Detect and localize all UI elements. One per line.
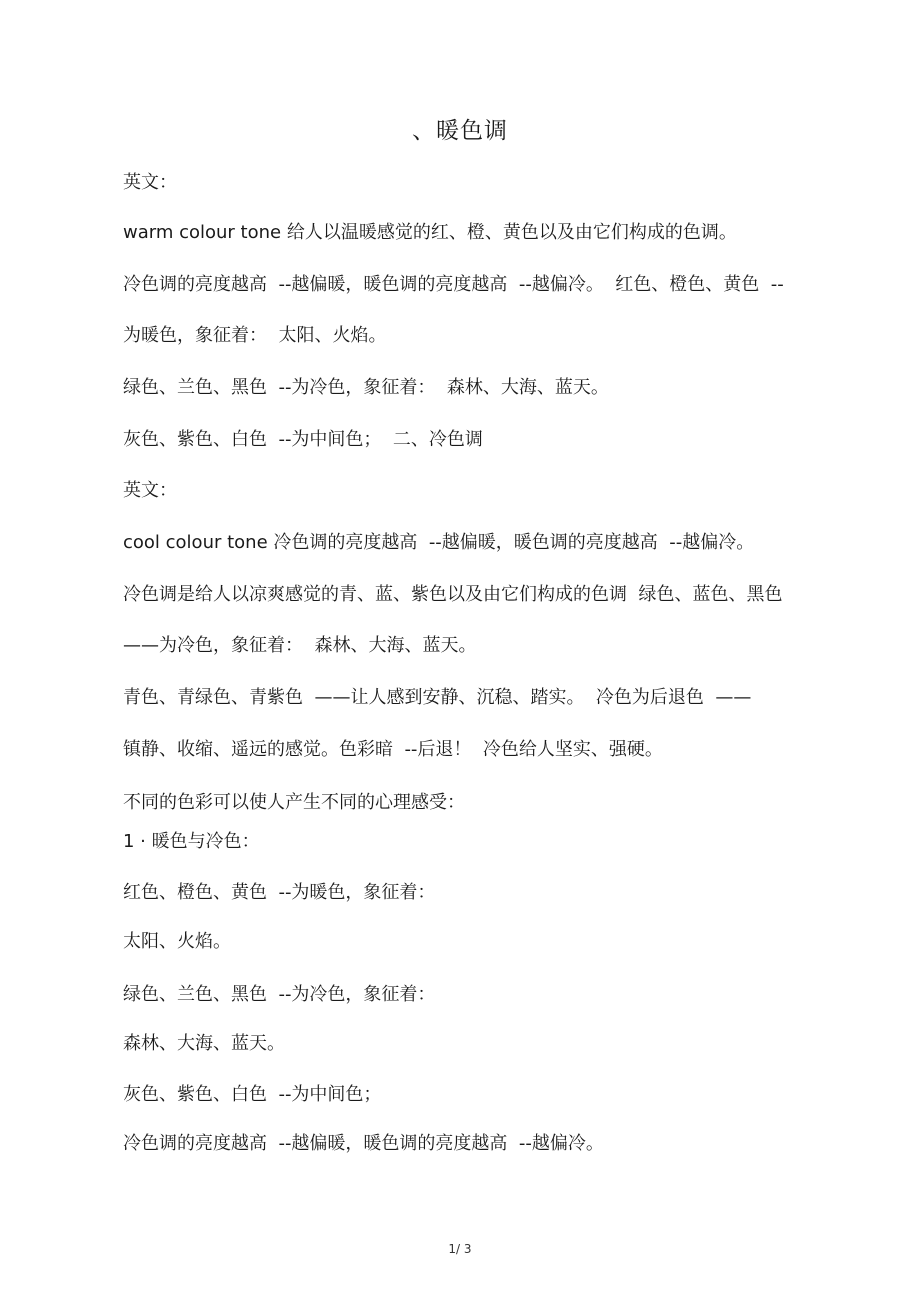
text-line: 绿色、兰色、黑色 --为冷色，象征着： 森林、大海、蓝天。 bbox=[123, 377, 609, 398]
text-line: 森林、大海、蓝天。 bbox=[123, 1033, 285, 1054]
text-line: 镇静、收缩、遥远的感觉。色彩暗 --后退！ 冷色给人坚实、强硬。 bbox=[123, 739, 663, 760]
text-line: 不同的色彩可以使人产生不同的心理感受： bbox=[123, 792, 465, 813]
text-line: 为暖色，象征着： 太阳、火焰。 bbox=[123, 325, 387, 346]
text-line: 冷色调是给人以凉爽感觉的青、蓝、紫色以及由它们构成的色调 绿色、蓝色、黑色 bbox=[123, 584, 783, 605]
text-line: 太阳、火焰。 bbox=[123, 931, 231, 952]
text-line: cool colour tone 冷色调的亮度越高 --越偏暖，暖色调的亮度越高 --越偏冷。 bbox=[123, 532, 755, 553]
text-line: 红色、橙色、黄色 --为暖色，象征着： bbox=[123, 882, 436, 903]
document-title: 、暖色调 bbox=[412, 118, 508, 144]
text-line: 灰色、紫色、白色 --为中间色； bbox=[123, 1084, 382, 1105]
page-number: 1/ 3 bbox=[448, 1242, 472, 1256]
text-line: warm colour tone 给人以温暖感觉的红、橙、黄色以及由它们构成的色调。 bbox=[123, 222, 737, 243]
text-line: 青色、青绿色、青紫色 ——让人感到安静、沉稳、踏实。 冷色为后退色 —— bbox=[123, 687, 752, 708]
text-line: 1 · 暖色与冷色： bbox=[123, 831, 260, 852]
text-line: 英文： bbox=[123, 172, 177, 193]
text-line: 灰色、紫色、白色 --为中间色； 二、冷色调 bbox=[123, 429, 483, 450]
text-line: 绿色、兰色、黑色 --为冷色，象征着： bbox=[123, 984, 436, 1005]
text-line: 英文： bbox=[123, 480, 177, 501]
text-line: 冷色调的亮度越高 --越偏暖，暖色调的亮度越高 --越偏冷。 红色、橙色、黄色 -- bbox=[123, 274, 784, 295]
text-line: 冷色调的亮度越高 --越偏暖，暖色调的亮度越高 --越偏冷。 bbox=[123, 1133, 604, 1154]
text-line: ——为冷色，象征着： 森林、大海、蓝天。 bbox=[123, 635, 477, 656]
